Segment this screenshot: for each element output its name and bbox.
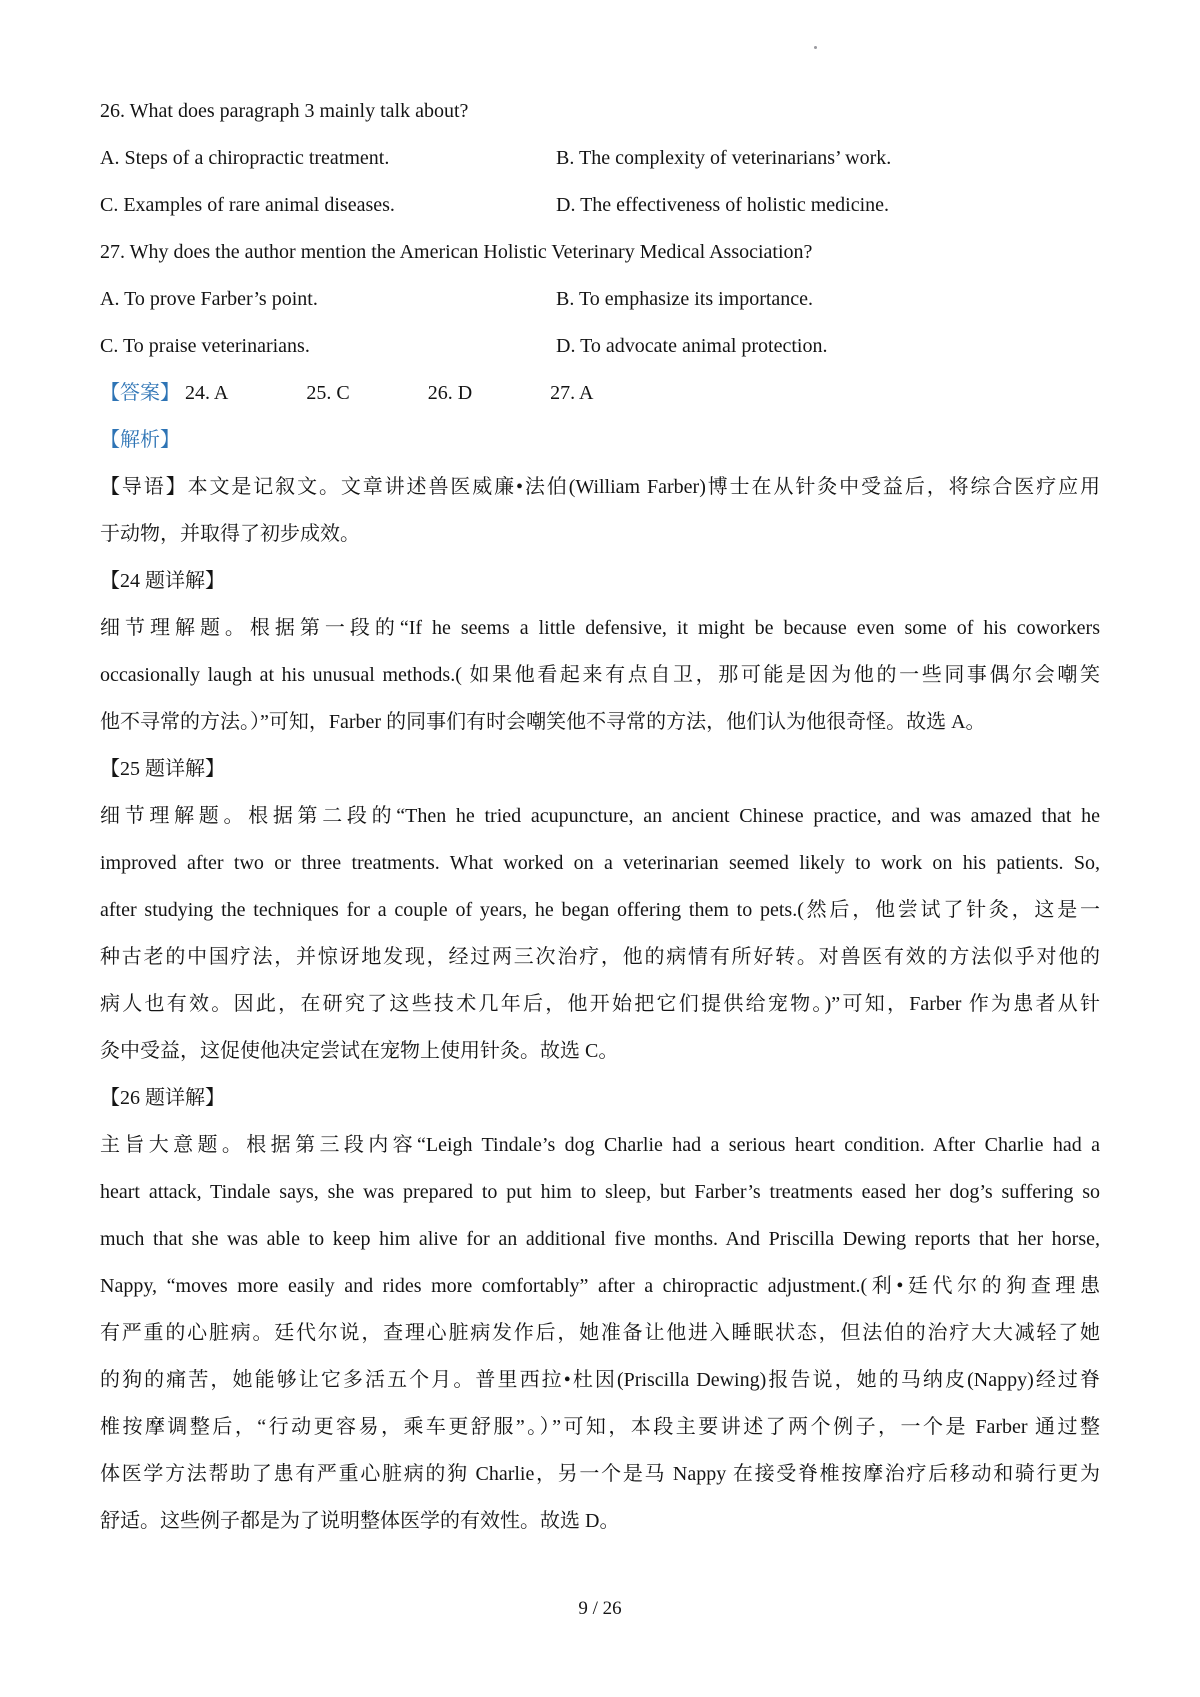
paragraph-line: 病人也有效。因此，在研究了这些技术几年后，他开始把它们提供给宠物。)”可知，Farber 作为患者从针 xyxy=(100,993,1100,1015)
question-27-option-b: B. To emphasize its importance. xyxy=(556,288,814,310)
paragraph-line: 体医学方法帮助了患有严重心脏病的狗 Charlie，另一个是马 Nappy 在接受脊椎按摩治疗后移动和骑行更为 xyxy=(100,1463,1100,1485)
paragraph-line: occasionally laugh at his unusual methods.( 如果他看起来有点自卫，那可能是因为他的一些同事偶尔会嘲笑 xyxy=(100,664,1100,686)
analysis-label: 【解析】 xyxy=(100,429,180,451)
question-27-option-a: A. To prove Farber’s point. xyxy=(100,288,318,310)
question-26-option-c: C. Examples of rare animal diseases. xyxy=(100,194,395,216)
question-27-stem: 27. Why does the author mention the American Holistic Veterinary Medical Association? xyxy=(100,241,813,263)
question-26-options-row-1 xyxy=(100,135,1100,182)
paragraph-line: 有严重的心脏病。廷代尔说，查理心脏病发作后，她准备让他进入睡眠状态，但法伯的治疗大大减轻了她 xyxy=(100,1322,1100,1344)
paragraph-line: much that she was able to keep him alive for an additional five months. And Priscilla Dewing reports that her horse, xyxy=(100,1228,1100,1250)
paragraph-line: 灸中受益，这促使他决定尝试在宠物上使用针灸。故选 C。 xyxy=(100,1040,619,1062)
answers-line xyxy=(100,370,1100,417)
paragraph-line: 舒适。这些例子都是为了说明整体医学的有效性。故选 D。 xyxy=(100,1510,620,1532)
question-26-option-d: D. The effectiveness of holistic medicine. xyxy=(556,194,890,216)
question-26-options-row-2 xyxy=(100,182,1100,229)
question-27-options-row-1 xyxy=(100,276,1100,323)
paragraph-line: 种古老的中国疗法，并惊讶地发现，经过两三次治疗，他的病情有所好转。对兽医有效的方法似乎对他的 xyxy=(100,946,1100,968)
question-27-option-c: C. To praise veterinarians. xyxy=(100,335,310,357)
answer-item-24: 24. A xyxy=(185,382,229,404)
answers-label: 【答案】 xyxy=(100,382,180,404)
question-27-options-row-2 xyxy=(100,323,1100,370)
answer-item-27: 27. A xyxy=(550,382,594,404)
question-26-option-a: A. Steps of a chiropractic treatment. xyxy=(100,147,390,169)
paragraph-line: 的狗的痛苦，她能够让它多活五个月。普里西拉•杜因(Priscilla Dewing)报告说，她的马纳皮(Nappy)经过脊 xyxy=(100,1369,1100,1391)
paragraph-line: Nappy, “moves more easily and rides more comfortably” after a chiropractic adjustment.(利•廷代尔的狗查理患 xyxy=(100,1275,1100,1297)
question-26-stem: 26. What does paragraph 3 mainly talk about? xyxy=(100,100,469,122)
paragraph-line: after studying the techniques for a couple of years, he began offering them to pets.(然后，他尝试了针灸，这是一 xyxy=(100,899,1100,921)
document-body xyxy=(100,88,1100,1545)
paragraph-line: 细节理解题。根据第二段的“Then he tried acupuncture, an ancient Chinese practice, and was amazed that he xyxy=(100,805,1100,827)
stray-mark xyxy=(814,46,817,49)
section-heading-q24: 【24 题详解】 xyxy=(100,570,225,592)
question-26-option-b: B. The complexity of veterinarians’ work. xyxy=(556,147,892,169)
page-number: 9 / 26 xyxy=(578,1598,622,1619)
analysis-heading-line xyxy=(100,417,1100,464)
answer-item-25: 25. C xyxy=(306,382,350,404)
paragraph-line: heart attack, Tindale says, she was prepared to put him to sleep, but Farber’s treatments eased her dog’s suffering so xyxy=(100,1181,1100,1203)
answer-item-26: 26. D xyxy=(427,382,473,404)
paragraph-line: 椎按摩调整后，“行动更容易，乘车更舒服”。）”可知，本段主要讲述了两个例子，一个是 Farber 通过整 xyxy=(100,1416,1100,1438)
lead-paragraph-line: 【导语】本文是记叙文。文章讲述兽医威廉•法伯(William Farber)博士在从针灸中受益后，将综合医疗应用 xyxy=(100,476,1100,498)
paragraph-line: 主旨大意题。根据第三段内容“Leigh Tindale’s dog Charlie had a serious heart condition. After Charlie had a xyxy=(100,1134,1100,1156)
paragraph-line: 细节理解题。根据第一段的“If he seems a little defensive, it might be because even some of his coworkers xyxy=(100,617,1100,639)
lead-paragraph-line: 于动物，并取得了初步成效。 xyxy=(100,523,360,545)
section-heading-q26: 【26 题详解】 xyxy=(100,1087,225,1109)
question-27-option-d: D. To advocate animal protection. xyxy=(556,335,828,357)
paragraph-line: 他不寻常的方法。）”可知，Farber 的同事们有时会嘲笑他不寻常的方法，他们认为他很奇怪。故选 A。 xyxy=(100,711,986,733)
section-heading-q25: 【25 题详解】 xyxy=(100,758,225,780)
paragraph-line: improved after two or three treatments. What worked on a veterinarian seemed likely to work on his patients. So, xyxy=(100,852,1100,874)
